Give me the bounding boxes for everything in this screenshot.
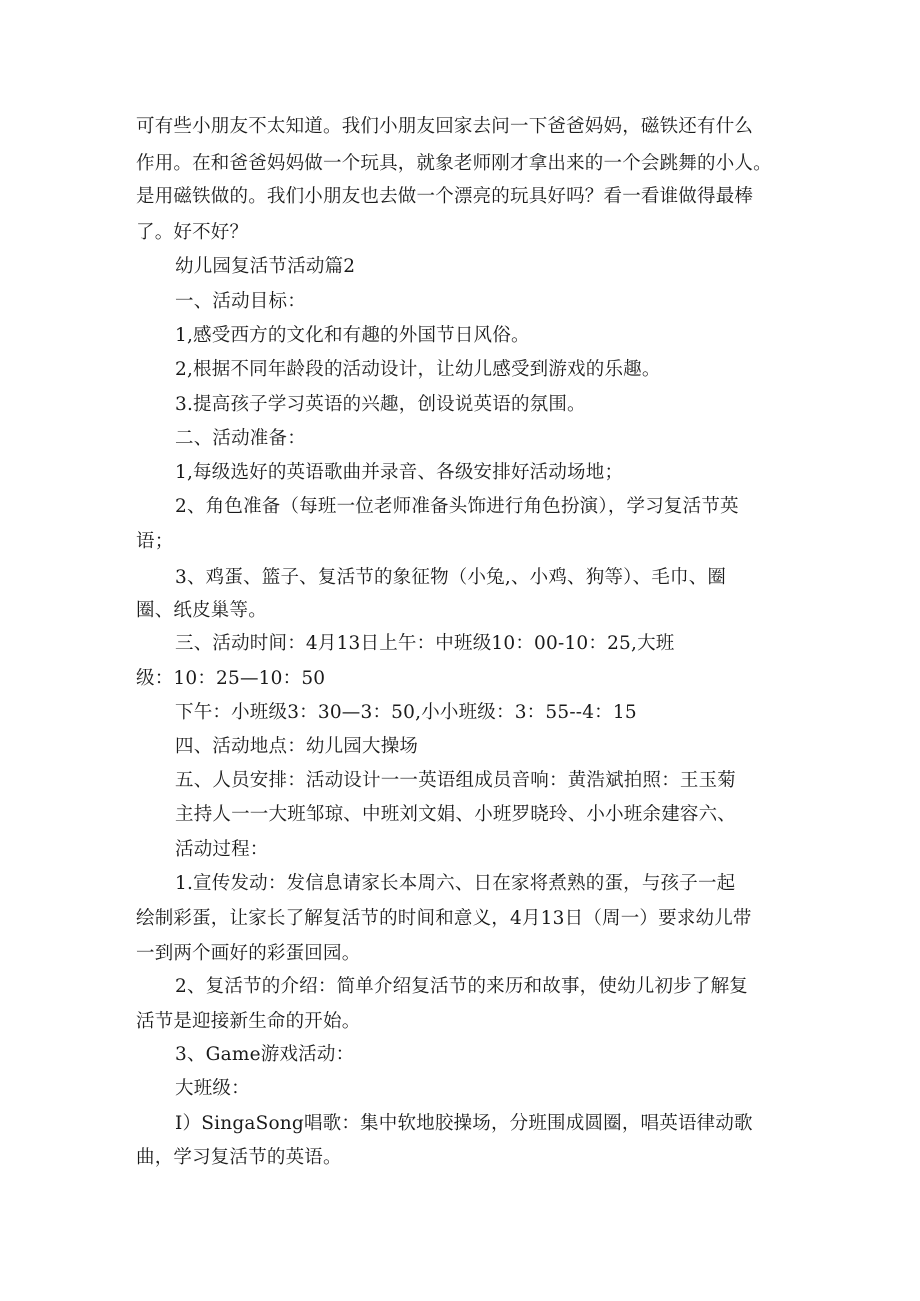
list-item: 3、Game游戏活动：: [175, 1044, 355, 1065]
section-heading: 活动过程：: [175, 839, 269, 860]
list-item: 2,根据不同年龄段的活动设计，让幼儿感受到游戏的乐趣。: [175, 359, 661, 380]
subheading: 大班级：: [175, 1078, 250, 1099]
paragraph-line: 下午：小班级3：30—3：50,小小班级：3：55--4：15: [175, 702, 637, 723]
section-heading: 四、活动地点：幼儿园大操场: [175, 736, 419, 757]
paragraph-line: 是用磁铁做的。我们小朋友也去做一个漂亮的玩具好吗？看一看谁做得最棒: [136, 186, 754, 207]
list-item: 2、复活节的介绍：简单介绍复活节的来历和故事，使幼儿初步了解复: [175, 976, 748, 997]
list-item: 1,每级选好的英语歌曲并录音、各级安排好活动场地；: [175, 462, 624, 483]
section-heading: 五、人员安排：活动设计一一英语组成员音响：黄浩斌拍照：王玉菊: [175, 770, 737, 791]
list-item-continuation: 曲，学习复活节的英语。: [136, 1147, 342, 1168]
list-item: 3.提高孩子学习英语的兴趣，创设说英语的氛围。: [175, 394, 586, 415]
list-item-continuation: 一到两个画好的彩蛋回园。: [136, 943, 361, 964]
list-item-continuation: 圈、纸皮巢等。: [136, 600, 267, 621]
section-heading: 一、活动目标：: [175, 291, 306, 312]
paragraph-line: 主持人一一大班邹琼、中班刘文娟、小班罗晓玲、小小班余建容六、: [175, 804, 737, 825]
list-item: 1.宣传发动：发信息请家长本周六、日在家将煮熟的蛋，与孩子一起: [175, 873, 736, 894]
paragraph-line: 了。好不好？: [136, 222, 249, 243]
paragraph-line: 级：10：25—10：50: [136, 668, 326, 689]
section-title: 幼儿园复活节活动篇2: [175, 256, 356, 277]
list-item-continuation: 活节是迎接新生命的开始。: [136, 1011, 361, 1032]
section-heading: 三、活动时间：4月13日上午：中班级10：00-10：25,大班: [175, 633, 675, 654]
paragraph-line: 作用。在和爸爸妈妈做一个玩具，就象老师刚才拿出来的一个会跳舞的小人。: [136, 153, 772, 174]
list-item: 1,感受西方的文化和有趣的外国节日风俗。: [175, 325, 530, 346]
list-item: 2、角色准备（每班一位老师准备头饰进行角色扮演），学习复活节英: [175, 496, 739, 517]
section-heading: 二、活动准备：: [175, 428, 306, 449]
list-item-continuation: 绘制彩蛋，让家长了解复活节的时间和意义，4月13日（周一）要求幼儿带: [136, 908, 752, 929]
list-item: I）SingaSong唱歌：集中软地胶操场，分班围成圆圈，唱英语律动歌: [175, 1113, 753, 1134]
paragraph-line: 可有些小朋友不太知道。我们小朋友回家去问一下爸爸妈妈，磁铁还有什么: [136, 116, 754, 137]
list-item-continuation: 语；: [136, 531, 174, 552]
list-item: 3、鸡蛋、篮子、复活节的象征物（小兔,、小鸡、狗等）、毛巾、圈: [175, 567, 727, 588]
